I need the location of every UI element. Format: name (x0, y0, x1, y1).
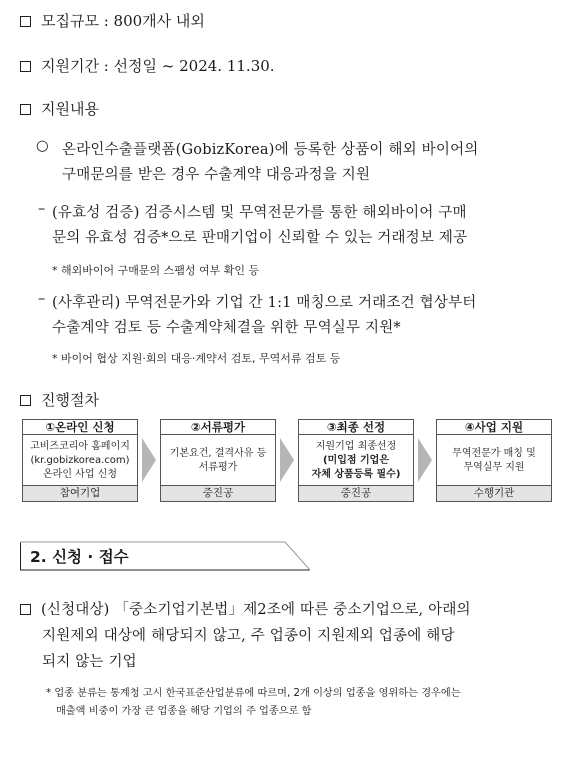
period-item (20, 55, 275, 76)
step-bold-line: 자체 상품등록 필수) (311, 469, 401, 480)
checkbox-square-icon (20, 104, 31, 115)
process-heading-text: 진행절차 (41, 391, 99, 409)
content-heading-text: 지원내용 (41, 100, 99, 118)
aftercare-line1: (사후관리) 무역전문가와 기업 간 1:1 매칭으로 거래조건 협상부터 (52, 295, 477, 311)
bullet-circle-icon: ○ (36, 138, 49, 154)
step-footer: 중진공 (161, 485, 275, 501)
step-body (161, 435, 275, 487)
step-title: ②서류평가 (161, 420, 275, 435)
step-line: 지원기업 최종선정 (315, 441, 397, 452)
eligibility-note-line2: 매출액 비중이 가장 큰 업종을 해당 기업의 주 업종으로 함 (56, 706, 312, 717)
step-line: 서류평가 (198, 462, 238, 473)
step-title: ③최종 선정 (299, 420, 413, 435)
process-step-4 (436, 419, 552, 502)
checkbox-square-icon (20, 604, 31, 615)
eligibility-line1 (20, 598, 471, 619)
content-bullet-line1: 온라인수출플랫폼(GobizKorea)에 등록한 상품이 해외 바이어의 (62, 142, 479, 158)
step-line: 무역전문가 매칭 및 (452, 448, 536, 459)
content-heading (20, 98, 99, 119)
step-line: 기본요건, 결격사유 등 (169, 448, 267, 459)
process-step-1 (22, 419, 138, 502)
step-footer: 중진공 (299, 485, 413, 501)
checkbox-square-icon (20, 16, 31, 27)
verify-note: * 해외바이어 구매문의 스팸성 여부 확인 등 (52, 264, 260, 277)
step-bold-line: (미입점 기업은 (322, 455, 389, 466)
process-heading (20, 389, 99, 410)
process-step-3 (298, 419, 414, 502)
step-line: 온라인 사업 신청 (43, 469, 117, 480)
process-step-2 (160, 419, 276, 502)
section-header (20, 541, 310, 571)
scale-item (20, 10, 205, 31)
step-body (23, 435, 137, 487)
dash-icon: – (38, 201, 46, 217)
eligibility-line1-text: (신청대상) 「중소기업기본법」제2조에 따른 중소기업으로, 아래의 (41, 602, 471, 618)
step-line: 무역실무 지원 (463, 462, 525, 473)
content-bullet-line2: 구매문의를 받은 경우 수출계약 대응과정을 지원 (62, 167, 371, 183)
step-line: (kr.gobizkorea.com) (30, 455, 130, 466)
checkbox-square-icon (20, 395, 31, 406)
step-title: ①온라인 신청 (23, 420, 137, 435)
arrow-right-icon (418, 438, 432, 482)
step-title: ④사업 지원 (437, 420, 551, 435)
verify-line2: 문의 유효성 검증*으로 판매기업이 신뢰할 수 있는 거래정보 제공 (52, 230, 468, 246)
period-text: 지원기간 : 선정일 ~ 2024. 11.30. (41, 57, 275, 75)
aftercare-note: * 바이어 협상 지원·회의 대응·계약서 검토, 무역서류 검토 등 (52, 352, 341, 365)
step-body (437, 435, 551, 487)
section-title: 2. 신청 · 접수 (30, 548, 129, 566)
dash-icon: – (38, 291, 46, 307)
step-line: 고비즈코리아 홈페이지 (30, 441, 130, 452)
scale-text: 모집규모 : 800개사 내외 (41, 12, 205, 30)
step-footer: 수행기관 (437, 485, 551, 501)
eligibility-line2: 지원제외 대상에 해당되지 않고, 주 업종이 지원제외 업종에 해당 (42, 628, 455, 644)
verify-line1: (유효성 검증) 검증시스템 및 무역전문가를 통한 해외바이어 구매 (52, 205, 467, 221)
eligibility-note-line1: * 업종 분류는 통계청 고시 한국표준산업분류에 따르며, 2개 이상의 업종을 영위하는 경우에는 (46, 688, 461, 699)
step-body (299, 435, 413, 487)
arrow-right-icon (142, 438, 156, 482)
arrow-right-icon (280, 438, 294, 482)
aftercare-line2: 수출계약 검토 등 수출계약체결을 위한 무역실무 지원* (52, 320, 401, 336)
eligibility-line3: 되지 않는 기업 (42, 654, 137, 670)
step-footer: 참여기업 (23, 485, 137, 501)
checkbox-square-icon (20, 61, 31, 72)
